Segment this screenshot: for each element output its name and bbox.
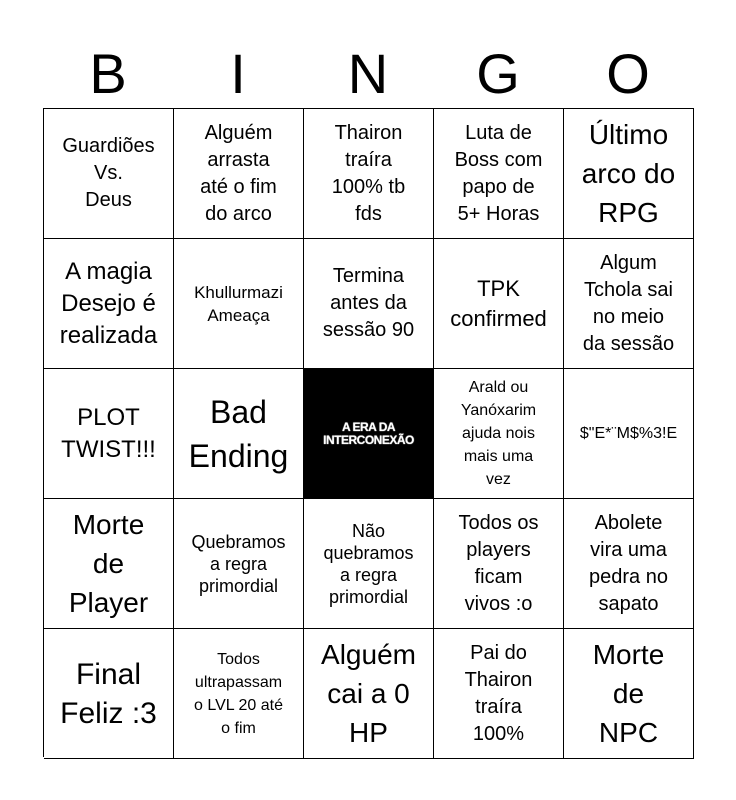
header-letter-g: G: [476, 42, 520, 105]
bingo-cell[interactable]: Quebramos a regra primordial: [174, 499, 304, 629]
bingo-cell[interactable]: Termina antes da sessão 90: [304, 239, 434, 369]
bingo-cell[interactable]: A magia Desejo é realizada: [44, 239, 174, 369]
bingo-cell[interactable]: Todos ultrapassam o LVL 20 até o fim: [174, 629, 304, 759]
bingo-cell[interactable]: Luta de Boss com papo de 5+ Horas: [434, 109, 564, 239]
bingo-cell[interactable]: Thairon traíra 100% tb fds: [304, 109, 434, 239]
header-letter-i: I: [230, 42, 246, 105]
bingo-cell[interactable]: Bad Ending: [174, 369, 304, 499]
bingo-cell[interactable]: Último arco do RPG: [564, 109, 694, 239]
bingo-cell[interactable]: Final Feliz :3: [44, 629, 174, 759]
bingo-cell[interactable]: Morte de Player: [44, 499, 174, 629]
bingo-cell[interactable]: Alguém cai a 0 HP: [304, 629, 434, 759]
bingo-cell[interactable]: Pai do Thairon traíra 100%: [434, 629, 564, 759]
bingo-cell[interactable]: Abolete vira uma pedra no sapato: [564, 499, 694, 629]
free-space-logo-text: A ERA DA INTERCONEXÃO: [323, 419, 414, 447]
bingo-cell[interactable]: Todos os players ficam vivos :o: [434, 499, 564, 629]
bingo-cell[interactable]: Alguém arrasta até o fim do arco: [174, 109, 304, 239]
bingo-cell[interactable]: PLOT TWIST!!!: [44, 369, 174, 499]
bingo-board: [43, 108, 694, 757]
bingo-cell[interactable]: Não quebramos a regra primordial: [304, 499, 434, 629]
bingo-cell[interactable]: Khullurmazi Ameaça: [174, 239, 304, 369]
bingo-cell[interactable]: Guardiões Vs. Deus: [44, 109, 174, 239]
header-letter-n: N: [347, 42, 389, 105]
bingo-cell[interactable]: Arald ou Yanóxarim ajuda nois mais uma vez: [434, 369, 564, 499]
free-space-cell[interactable]: [304, 369, 434, 499]
header-letter-o: O: [606, 42, 650, 105]
bingo-header: [43, 40, 693, 108]
bingo-cell[interactable]: $"E*¨M$%3!E: [564, 369, 694, 499]
header-letter-b: B: [89, 42, 127, 105]
bingo-cell[interactable]: Morte de NPC: [564, 629, 694, 759]
bingo-cell[interactable]: Algum Tchola sai no meio da sessão: [564, 239, 694, 369]
bingo-cell[interactable]: TPK confirmed: [434, 239, 564, 369]
